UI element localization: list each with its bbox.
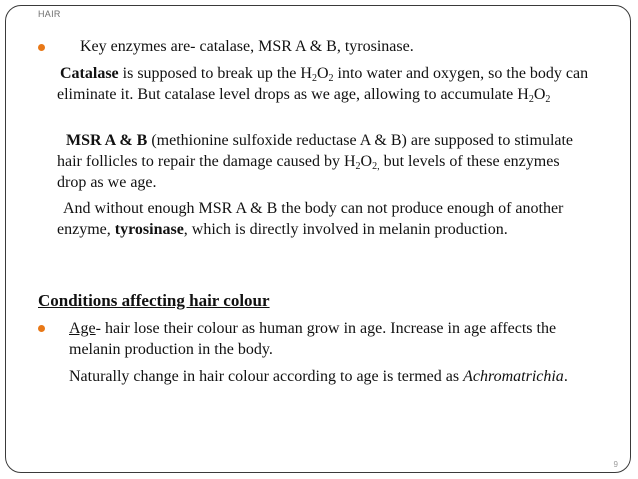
oxygen-symbol: O [360,153,373,170]
catalase-term: Catalase [60,65,119,82]
age-paragraph [69,318,604,360]
period: . [563,368,568,385]
oxygen-symbol: O [316,65,329,82]
subscript: 2 [545,94,551,105]
subscript: 2 [311,73,317,84]
subscript: 2, [372,161,380,172]
achromatrichia-term: Achromatrichia [463,368,564,385]
msr-paragraph [57,130,592,193]
enzymes-intro: Key enzymes are- catalase, MSR A & B, tyrosinase. [80,38,414,55]
subscript: 2 [328,73,334,84]
slide-number: 9 [613,460,618,469]
tyrosinase-text-2: , which is directly involved in melanin production. [183,221,508,238]
msr-term: MSR A & B [66,132,148,149]
subscript: 2 [355,161,361,172]
msr-text-2: but levels of these enzymes drop as we age. [57,153,560,191]
catalase-text-1: is supposed to break up the H [118,65,312,82]
slide-header: HAIR [38,9,61,19]
catalase-paragraph [57,63,592,105]
naturally-text: Naturally change in hair colour according to age is termed as [69,368,464,385]
age-text: - hair lose their colour as human grow in age. Increase in age affects the melanin production in the body. [69,320,557,358]
msr-text-1: (methionine sulfoxide reductase A & B) are supposed to stimulate hair follicles to repair the damage caused by H [57,132,574,170]
subscript: 2 [528,94,534,105]
tyrosinase-term: tyrosinase [114,221,184,238]
age-term: Age [69,320,96,337]
tyrosinase-paragraph [57,198,577,240]
bullet-icon [38,44,45,51]
achromatrichia-paragraph [69,366,589,387]
tyrosinase-text-1: And without enough MSR A & B the body can not produce enough of another enzyme, [57,200,564,238]
bullet-icon [38,325,45,332]
catalase-text-2: into water and oxygen, so the body can eliminate it. But catalase level drops as we age, allowing to accumulate H [57,65,589,103]
section-heading: Conditions affecting hair colour [38,291,270,310]
oxygen-symbol: O [533,86,546,103]
